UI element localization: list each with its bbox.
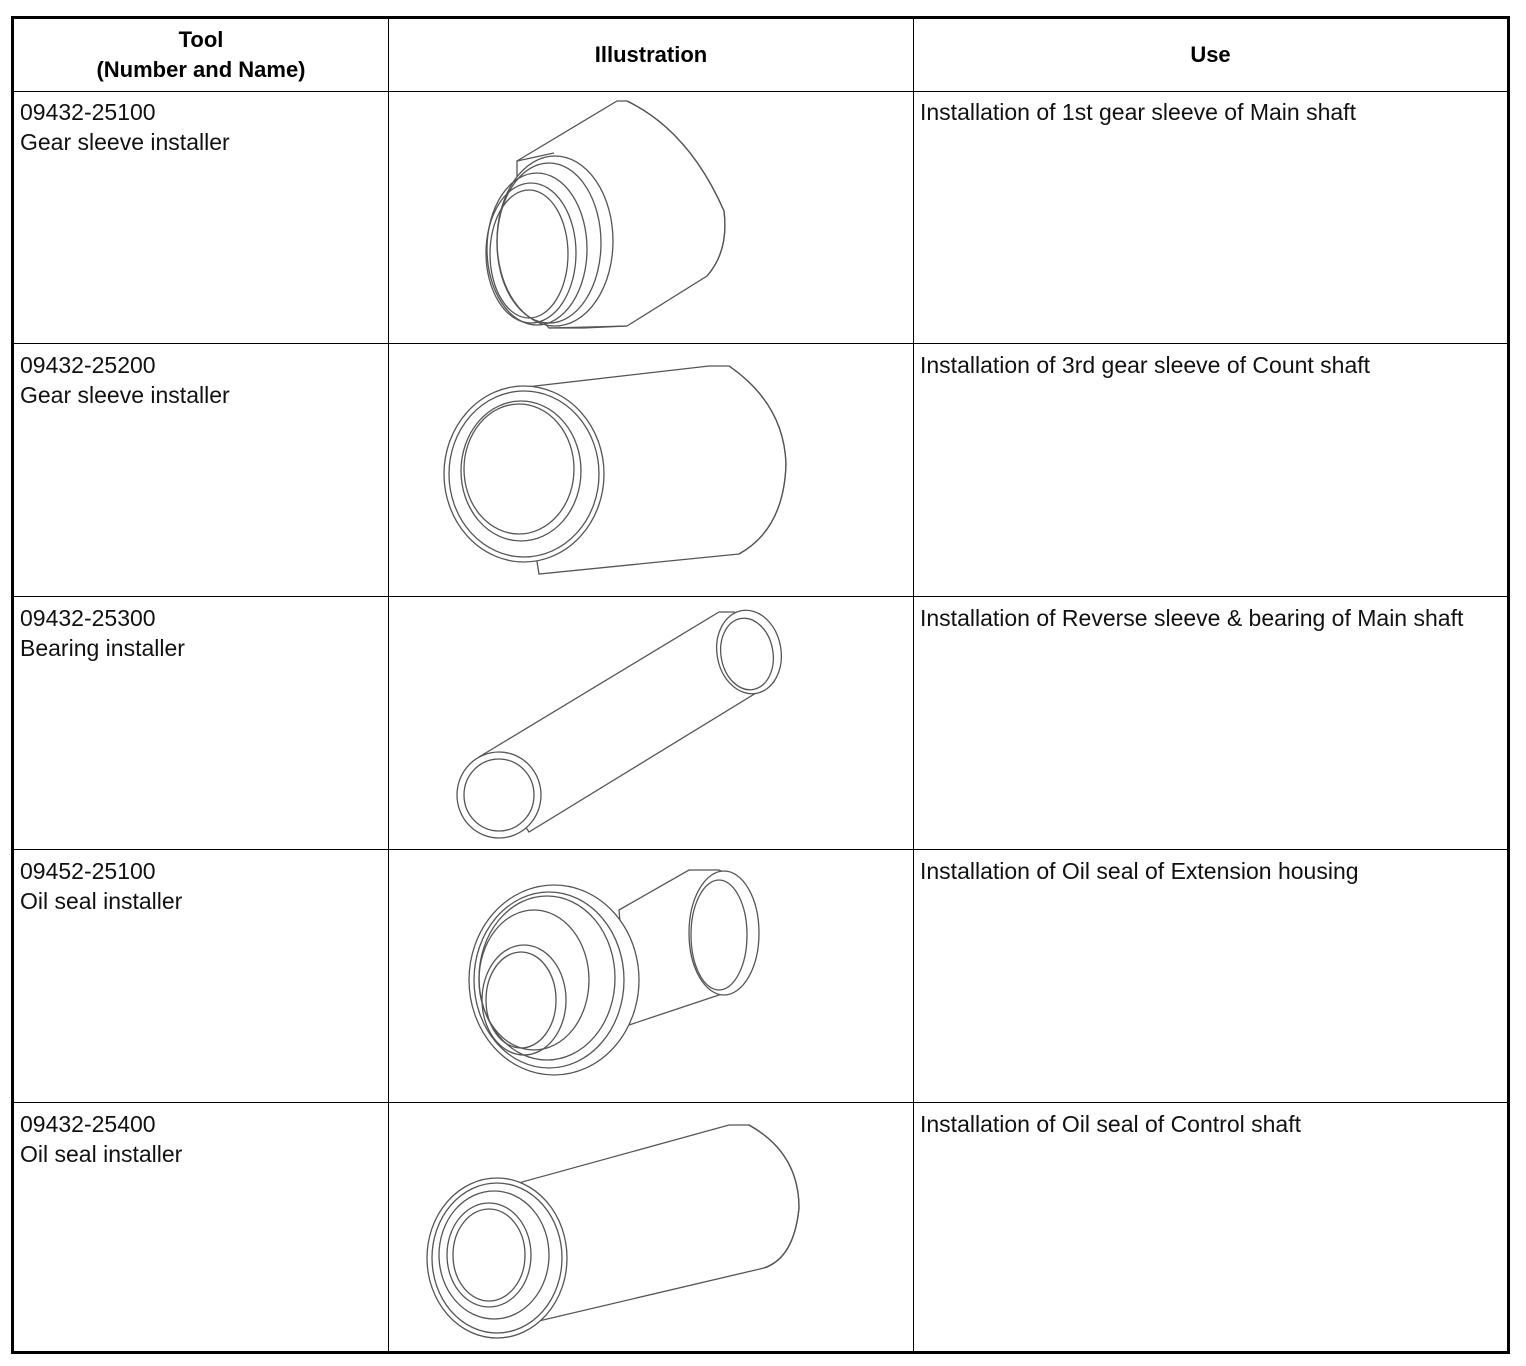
header-illustration bbox=[389, 19, 914, 91]
header-tool-line1: Tool bbox=[178, 27, 224, 52]
use-cell bbox=[914, 344, 1507, 596]
use-cell bbox=[914, 850, 1507, 1102]
tool-cell bbox=[14, 344, 389, 596]
tool-name: Gear sleeve installer bbox=[20, 382, 230, 408]
table-header bbox=[14, 19, 1507, 92]
tool-number: 09432-25400 bbox=[20, 1111, 156, 1137]
tool-number: 09432-25200 bbox=[20, 352, 156, 378]
illustration-cell bbox=[389, 91, 914, 343]
header-tool-line2: (Number and Name) bbox=[96, 57, 306, 82]
tool-number: 09432-25100 bbox=[20, 99, 156, 125]
gear-sleeve-installer-drawing bbox=[389, 91, 913, 343]
table-row bbox=[14, 344, 1507, 597]
use-text: Installation of Oil seal of Extension housing bbox=[920, 858, 1359, 884]
bearing-installer-drawing bbox=[389, 597, 913, 849]
header-use bbox=[914, 19, 1507, 91]
special-tools-table bbox=[11, 16, 1510, 1354]
illustration-cell bbox=[389, 597, 914, 849]
tool-name: Gear sleeve installer bbox=[20, 129, 230, 155]
header-use-label: Use bbox=[1190, 42, 1231, 67]
tool-cell bbox=[14, 1103, 389, 1351]
header-illustration-label: Illustration bbox=[594, 42, 708, 67]
use-cell bbox=[914, 91, 1507, 343]
use-cell bbox=[914, 1103, 1507, 1351]
tool-name: Oil seal installer bbox=[20, 1141, 183, 1167]
table-row bbox=[14, 1103, 1507, 1351]
header-tool bbox=[14, 19, 389, 91]
oil-seal-installer-drawing bbox=[389, 850, 913, 1102]
use-text: Installation of 1st gear sleeve of Main shaft bbox=[920, 99, 1356, 125]
tool-cell bbox=[14, 850, 389, 1102]
use-text: Installation of Reverse sleeve & bearing of Main shaft bbox=[920, 605, 1464, 631]
table-row bbox=[14, 91, 1507, 344]
illustration-cell bbox=[389, 1103, 914, 1351]
illustration-cell bbox=[389, 850, 914, 1102]
oil-seal-installer-drawing bbox=[389, 1103, 913, 1351]
tool-cell bbox=[14, 91, 389, 343]
use-text: Installation of 3rd gear sleeve of Count shaft bbox=[920, 352, 1371, 378]
use-text: Installation of Oil seal of Control shaft bbox=[920, 1111, 1301, 1137]
table-row bbox=[14, 850, 1507, 1103]
tool-cell bbox=[14, 597, 389, 849]
gear-sleeve-installer-drawing bbox=[389, 344, 913, 596]
tool-number: 09452-25100 bbox=[20, 858, 156, 884]
tool-number: 09432-25300 bbox=[20, 605, 156, 631]
illustration-cell bbox=[389, 344, 914, 596]
use-cell bbox=[914, 597, 1507, 849]
tool-name: Oil seal installer bbox=[20, 888, 183, 914]
tool-name: Bearing installer bbox=[20, 635, 185, 661]
table-row bbox=[14, 597, 1507, 850]
